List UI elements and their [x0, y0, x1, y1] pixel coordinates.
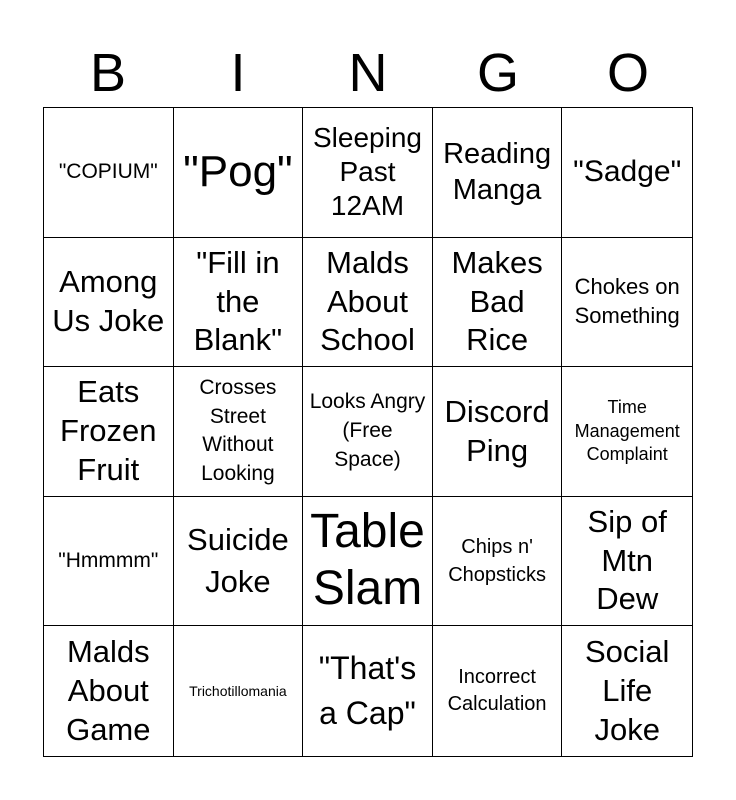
bingo-cell[interactable] — [303, 238, 433, 368]
bingo-cell[interactable] — [433, 367, 563, 497]
cell-label: Time Management Complaint — [574, 397, 680, 465]
bingo-cell[interactable] — [174, 108, 304, 238]
bingo-cell[interactable] — [562, 108, 692, 238]
cell-label: Sip of Mtn Dew — [587, 503, 667, 617]
cell-label: Reading Manga — [443, 138, 552, 207]
bingo-cell[interactable] — [44, 367, 174, 497]
bingo-cell[interactable] — [174, 626, 304, 756]
bingo-cell[interactable] — [562, 367, 692, 497]
cell-label: "Pog" — [183, 147, 293, 197]
bingo-cell[interactable] — [562, 626, 692, 756]
cell-label: "Sadge" — [573, 155, 682, 189]
cell-label: Eats Frozen Fruit — [60, 374, 157, 487]
bingo-board — [43, 107, 693, 757]
cell-label: Incorrect Calculation — [447, 666, 547, 716]
bingo-cell[interactable] — [562, 497, 692, 627]
header-letter-o: O — [606, 43, 649, 103]
cell-label: Suicide Joke — [187, 522, 289, 600]
cell-label: Table Slam — [310, 505, 425, 616]
cell-label: Social Life Joke — [584, 634, 670, 747]
bingo-cell[interactable] — [174, 367, 304, 497]
bingo-cell[interactable] — [174, 497, 304, 627]
header-letter-g: G — [476, 43, 519, 103]
cell-label: Trichotillomania — [189, 682, 287, 699]
cell-label: Discord Ping — [444, 393, 550, 469]
cell-label: "Fill in the Blank" — [193, 244, 283, 358]
bingo-cell[interactable] — [433, 108, 563, 238]
bingo-cell[interactable] — [562, 238, 692, 368]
cell-label: Chokes on Something — [574, 274, 680, 328]
bingo-header — [43, 40, 693, 106]
bingo-cell[interactable] — [433, 626, 563, 756]
bingo-cell[interactable] — [303, 626, 433, 756]
cell-label: Looks Angry (Free Space) — [309, 390, 426, 471]
bingo-cell[interactable] — [303, 108, 433, 238]
bingo-cell[interactable] — [433, 238, 563, 368]
bingo-cell[interactable] — [44, 238, 174, 368]
header-letter-i: I — [230, 43, 246, 103]
bingo-cell[interactable] — [433, 497, 563, 627]
cell-label: Among Us Joke — [52, 264, 165, 338]
bingo-cell-free-space[interactable] — [303, 367, 433, 497]
cell-label: Sleeping Past 12AM — [313, 122, 422, 222]
header-letter-b: B — [89, 43, 127, 103]
cell-label: "Hmmmm" — [58, 549, 159, 573]
cell-label: "COPIUM" — [58, 160, 158, 184]
bingo-cell[interactable] — [44, 497, 174, 627]
bingo-cell[interactable] — [303, 497, 433, 627]
bingo-cell[interactable] — [174, 238, 304, 368]
cell-label: "That's a Cap" — [318, 650, 417, 732]
cell-label: Chips n' Chopsticks — [448, 536, 546, 587]
header-letter-n: N — [348, 43, 388, 103]
cell-label: Crosses Street Without Looking — [199, 375, 277, 486]
cell-label: Malds About Game — [66, 634, 151, 747]
cell-label: Makes Bad Rice — [451, 244, 543, 358]
bingo-cell[interactable] — [44, 626, 174, 756]
bingo-cell[interactable] — [44, 108, 174, 238]
cell-label: Malds About School — [320, 244, 415, 358]
